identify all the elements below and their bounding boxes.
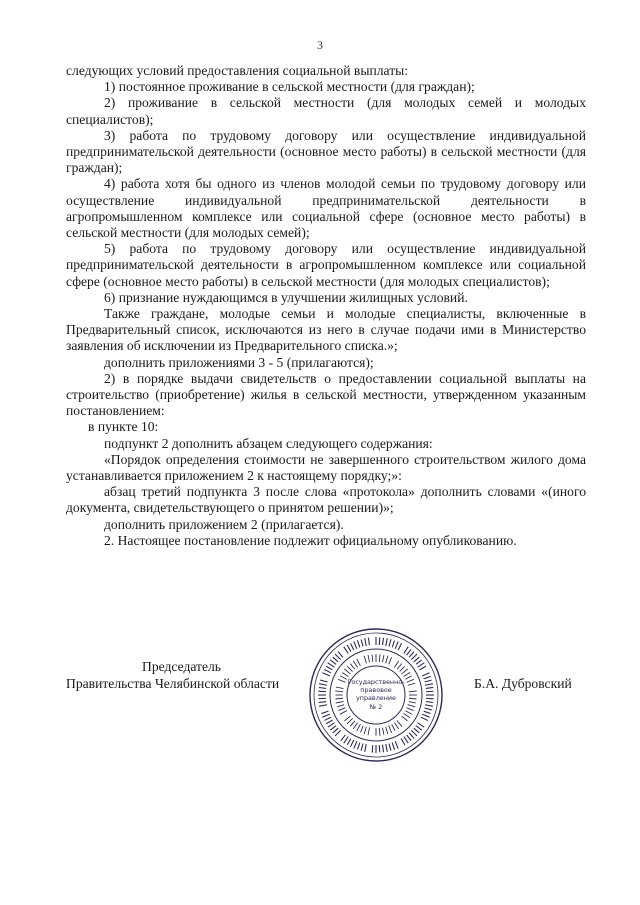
seal-rim-mark [344,716,350,721]
seal-rim-mark [404,672,410,676]
seal-rim-mark [386,744,388,752]
seal-rim-mark [340,711,347,715]
seal-rim-mark [407,649,412,655]
seal-rim-mark [322,673,329,676]
seal-rim-mark [336,701,344,703]
seal-rim-mark [397,721,402,727]
seal-rim-mark [354,641,357,648]
seal-rim-mark [379,654,380,662]
paragraph: абзац третий подпункта 3 после слова «протокола» дополнить словами «(иного документа, свидетельствующего о принятом решении)»; [66,484,586,516]
seal-rim-mark [361,743,363,750]
seal-rim-mark [394,723,398,729]
seal-rim-mark [357,640,359,647]
seal-rim-mark [424,708,431,710]
signer-title-line-2: Правительства Челябинской области [66,676,280,691]
seal-rim-mark [408,683,415,685]
seal-rim-mark [335,698,343,699]
seal-rim-mark [418,723,425,727]
seal-rim-mark [360,726,363,733]
paragraph: 4) работа хотя бы одного из членов молодой семьи по трудовому договору или осуществление индивидуальной предпринимательской деятельности в агропромышленном комплексе или социальной сфере (основное место работы) в сельской местности (для молодых семей); [66,176,586,241]
seal-rim-mark [365,744,367,752]
seal-rim-mark [368,727,370,735]
paragraph: 3) работа по трудовому договору или осуществление индивидуальной предпринимательской деятельности (основное место работы) в сельской местности (для граждан); [66,127,586,176]
seal-rim-mark [395,741,398,748]
seal-rim-mark [395,641,398,648]
seal-rim-mark [422,673,429,676]
seal-rim-mark [320,680,327,682]
seal-rim-mark [424,711,431,713]
seal-rim-mark [350,740,353,747]
seal-rim-mark [419,666,426,670]
seal-rim-mark [386,727,388,734]
page-number: 3 [317,38,323,52]
seal-rim-mark [426,702,433,703]
seal-rim-mark [318,691,326,692]
seal-rim-mark [341,735,346,741]
seal-rim-mark [336,687,343,688]
seal-rim-mark [389,725,392,732]
seal-rim-mark [416,660,422,664]
seal-rim-mark [392,724,395,730]
seal-rim-mark [402,716,408,721]
seal-rim-mark [321,711,328,713]
seal-rim-mark [372,745,373,753]
seal-rim-mark [409,702,416,703]
seal-rim-mark [344,737,348,744]
seal-rim-mark [353,661,357,668]
paragraph: 6) признание нуждающимся в улучшении жилищных условий. [104,289,468,305]
seal-rim-mark [326,720,333,724]
seal-rim-mark [414,728,419,733]
seal-rim-mark [368,655,369,662]
seal-rim-mark [350,664,355,670]
seal-rim-mark [383,655,384,662]
seal-rim-mark [389,639,391,646]
seal-rim-mark [398,643,401,650]
paragraph: подпункт 2 дополнить абзацем следующего содержания: [104,435,433,451]
document-body [66,63,586,549]
paragraph: 2) в порядке выдачи свидетельств о предоставлении социальной выплаты на строительство (приобретение) жилья в сельской местности, утвержденном указанным постановлением: [66,370,586,419]
seal-rim-mark [383,745,384,753]
paragraph: дополнить приложением 2 (прилагается). [104,516,344,532]
seal-rim-mark [338,679,345,682]
signer-title-line-1: Председатель [142,659,221,674]
seal-rim-mark [330,726,336,730]
seal-rim-mark [411,730,417,736]
seal-rim-mark [425,684,433,686]
seal-rim-mark [328,663,335,667]
seal-rim-mark [347,718,353,724]
seal-rim-mark [404,737,408,744]
paragraph: Также граждане, молодые семьи и молодые специалисты, включенные в Предварительный список, исключаются из него в случае подачи ими в Министерство заявления об исключении из Предварительного списка.»; [66,306,586,354]
seal-rim-mark [409,652,414,657]
seal-rim-mark [386,656,388,664]
seal-rim-mark [392,743,394,750]
seal-rim-mark [397,663,402,669]
seal-rim-mark [408,705,416,707]
seal-rim-mark [379,637,380,645]
paragraph: «Порядок определения стоимости не завершенного строительством жилого дома устанавливается приложением 2 к настоящему порядку;»: [66,451,586,484]
seal-rim-mark [338,708,345,711]
seal-rim-mark [394,661,398,668]
seal-rim-mark [402,669,408,674]
seal-rim-mark [319,705,327,707]
seal-rim-mark [401,738,405,745]
seal-rim-mark [319,687,326,688]
seal-rim-mark [333,657,338,662]
seal-rim-mark [357,724,361,731]
seal-rim-mark [416,726,422,731]
seal-rim-mark [383,728,384,735]
seal-rim-mark [409,733,414,739]
seal-rim-mark [319,702,327,703]
seal-rim-mark [372,655,373,662]
seal-rim-mark [426,698,434,699]
seal-rim-mark [403,713,410,717]
seal-rim-mark [407,735,411,741]
seal-rim-mark [347,739,351,745]
seal-rim-mark [335,691,343,692]
seal-rim-mark [324,717,330,720]
seal-rim-mark [335,654,341,660]
paragraph: следующих условий предоставления социальной выплаты: [66,63,409,78]
seal-rim-mark [350,721,355,727]
seal-rim-mark [404,647,408,654]
seal-rim-mark [383,638,384,645]
seal-rim-mark [409,698,417,699]
seal-line-1: Государственно- [347,678,405,686]
seal-rim-mark [409,691,417,692]
seal-rim-mark [365,638,367,646]
seal-rim-mark [406,679,413,682]
seal-rim-mark [407,708,414,711]
seal-rim-mark [400,666,405,671]
seal-rim-mark [414,657,420,662]
seal-rim-mark [405,711,411,714]
seal-rim-mark [342,672,348,676]
paragraph: дополнить приложениями 3 - 5 (прилагаются); [104,354,374,370]
seal-rim-mark [425,705,433,707]
seal-rim-mark [337,705,344,707]
paragraph: 1) постоянное проживание в сельской местности (для граждан); [104,79,475,95]
seal-rim-mark [361,639,363,646]
seal-rim-mark [411,654,417,660]
seal-rim-mark [379,728,380,736]
seal-rim-mark [357,659,361,666]
seal-rim-mark [421,717,428,720]
seal-rim-mark [347,666,352,671]
seal-line-2: правовое [360,686,392,694]
seal-rim-mark [368,638,369,646]
paragraph: 5) работа по трудовому договору или осуществление индивидуальной предпринимательской деятельности в агропромышленном комплексе или социальной сфере (основное место работы) в сельской местности (для молодых специалистов); [66,241,586,289]
seal-rim-mark [358,743,360,750]
paragraph: 2. Настоящее постановление подлежит официальному опубликованию. [104,532,517,548]
seal-rim-mark [328,723,335,727]
seal-line-4: № 2 [369,703,383,711]
seal-rim-mark [392,641,394,648]
seal-rim-mark [389,657,392,664]
seal-rim-mark [333,728,339,733]
seal-rim-mark [364,727,366,734]
seal-rim-mark [422,714,429,717]
seal-rim-mark [322,714,329,717]
paragraph: в пункте 10: [88,419,159,435]
seal-rim-mark [353,723,357,729]
seal-rim-mark [326,666,332,670]
seal-rim-mark [340,676,347,680]
seal-rim-mark [389,744,391,751]
seal-rim-mark [426,687,434,688]
official-seal-icon [306,625,446,765]
seal-rim-mark [405,676,411,679]
seal-rim-mark [425,680,432,682]
seal-rim-mark [344,669,350,674]
seal-rim-mark [338,652,343,658]
seal-rim-mark [424,676,431,678]
seal-rim-mark [335,730,341,736]
seal-rim-mark [351,643,354,649]
seal-rim-mark [330,660,336,665]
seal-rim-mark [364,656,366,664]
seal-rim-mark [344,647,348,654]
seal-rim-mark [386,638,388,646]
seal-rim-mark [319,684,327,686]
seal-line-3: управление [356,694,396,702]
seal-rim-mark [324,669,331,672]
seal-rim-mark [347,645,351,652]
seal-rim-mark [354,741,357,748]
paragraph: 2) проживание в сельской местности (для молодых семей и молодых специалистов); [66,95,586,127]
seal-rim-mark [418,663,425,667]
signer-name: Б.А. Дубровский [474,676,572,691]
